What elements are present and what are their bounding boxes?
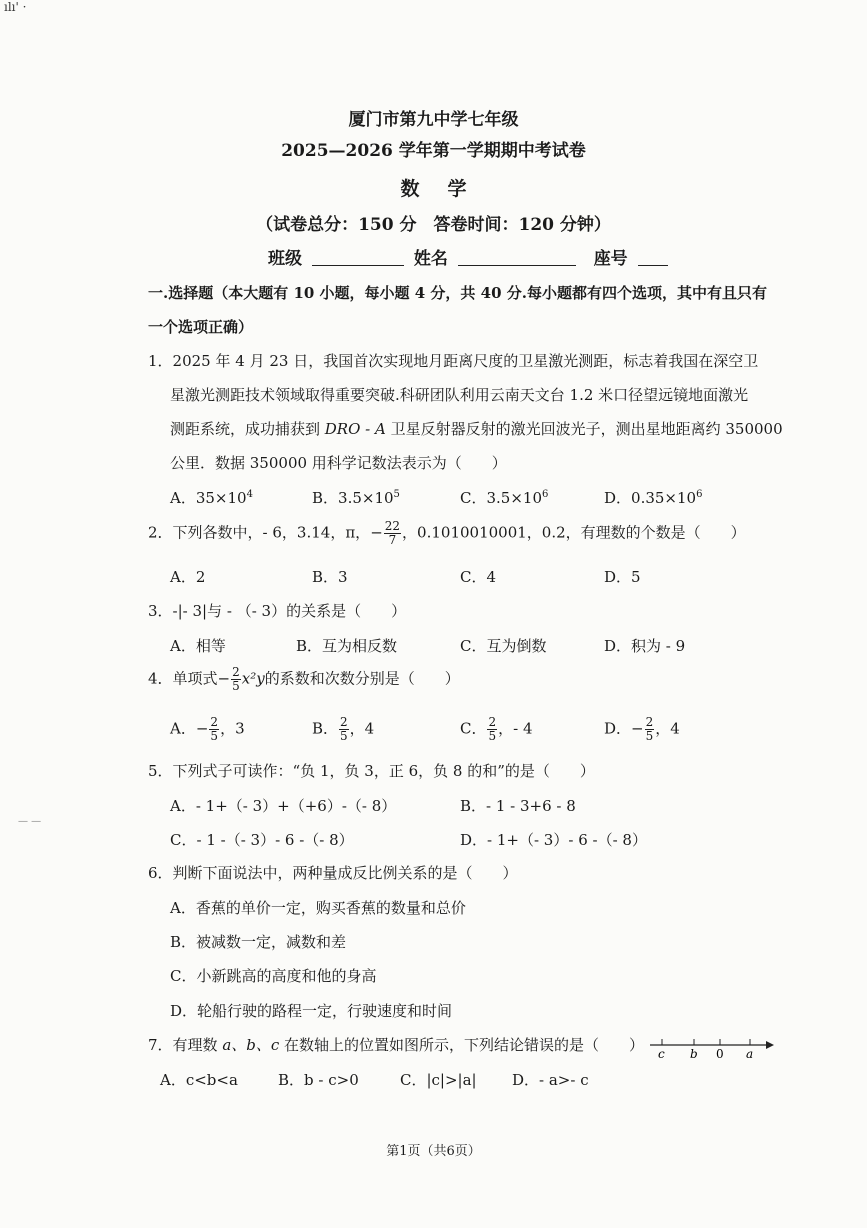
q7-option-b[interactable]: B．b - c>0 bbox=[278, 1071, 359, 1089]
scan-side-mark: — — bbox=[18, 816, 42, 827]
q7-option-a[interactable]: A．c<b<a bbox=[160, 1071, 238, 1089]
school-title: 厦门市第九中学七年级 bbox=[348, 110, 519, 130]
class-blank[interactable] bbox=[312, 251, 404, 266]
q7-stem-text: 在数轴上的位置如图所示，下列结论错误的是（ ） bbox=[279, 1036, 645, 1054]
q5-option-a[interactable]: A．- 1+（- 3）+（+6）-（- 8） bbox=[170, 797, 397, 815]
q7-variables: a、b、c bbox=[222, 1036, 280, 1054]
label-b: b bbox=[690, 1047, 698, 1060]
label-0: 0 bbox=[716, 1047, 724, 1060]
q2-fraction: $\frac{22}{7}$ bbox=[384, 519, 401, 547]
q4-variable: x²y bbox=[241, 669, 265, 688]
seat-blank[interactable] bbox=[638, 251, 668, 266]
q3-option-d[interactable]: D．积为 - 9 bbox=[604, 637, 686, 655]
q1-line3-part: 测距系统，成功捕获到 bbox=[170, 420, 325, 438]
q3-option-b[interactable]: B．互为相反数 bbox=[296, 637, 398, 655]
seat-label: 座号 bbox=[593, 249, 628, 269]
q6-option-d[interactable]: D．轮船行驶的路程一定，行驶速度和时间 bbox=[170, 1002, 453, 1020]
q4-option-a[interactable]: A．− $\frac{2}{5}$ ，3 bbox=[170, 715, 245, 743]
q2-option-d[interactable]: D．5 bbox=[604, 568, 641, 586]
q5-stem: 5．下列式子可读作：“负 1，负 3，正 6，负 8 的和”的是（ ） bbox=[148, 762, 595, 780]
q7-stem bbox=[148, 1034, 644, 1055]
q6-option-b[interactable]: B．被减数一定，减数和差 bbox=[170, 933, 347, 951]
q2-option-b[interactable]: B．3 bbox=[312, 568, 348, 586]
q1-option-a[interactable]: A．$35\times 10^4$ bbox=[170, 489, 253, 507]
q7-number-line bbox=[648, 1030, 778, 1060]
q1-line3 bbox=[170, 418, 783, 439]
q3-option-a[interactable]: A．相等 bbox=[170, 637, 226, 655]
q7-option-d[interactable]: D．- a>- c bbox=[512, 1071, 589, 1089]
exam-term-title: 2025—2026 学年第一学期期中考试卷 bbox=[281, 141, 586, 161]
corner-scan-mark: ılı' · bbox=[4, 0, 27, 14]
label-c: c bbox=[658, 1047, 665, 1060]
q1-line1: 1．2025 年 4 月 23 日，我国首次实现地月距离尺度的卫星激光测距，标志着我国在深空卫 bbox=[148, 352, 759, 370]
q1-option-b[interactable]: B．$3.5\times 10^5$ bbox=[312, 489, 400, 507]
q5-option-c[interactable]: C．- 1 -（- 3）- 6 -（- 8） bbox=[170, 831, 354, 849]
q6-option-c[interactable]: C．小新跳高的高度和他的身高 bbox=[170, 967, 377, 985]
section1-heading-cont: 一个选项正确） bbox=[148, 318, 254, 336]
q6-option-a[interactable]: A．香蕉的单价一定，购买香蕉的数量和总价 bbox=[170, 899, 466, 917]
name-blank[interactable] bbox=[458, 251, 576, 266]
q6-stem: 6．判断下面说法中，两种量成反比例关系的是（ ） bbox=[148, 864, 518, 882]
q2-stem-text: 2．下列各数中，- 6，3.14，π， bbox=[148, 523, 371, 542]
q4-option-b[interactable]: B． $\frac{2}{5}$ ，4 bbox=[312, 715, 375, 743]
q1-option-c[interactable]: C．$3.5\times 10^6$ bbox=[460, 489, 549, 507]
label-a: a bbox=[746, 1047, 754, 1060]
name-label: 姓名 bbox=[413, 249, 448, 269]
class-label: 班级 bbox=[268, 249, 302, 269]
q5-option-d[interactable]: D．- 1+（- 3）- 6 -（- 8） bbox=[460, 831, 647, 849]
q2-minus: − bbox=[370, 523, 383, 542]
q1-option-d[interactable]: D．$0.35\times 10^6$ bbox=[604, 489, 703, 507]
q4-minus: − bbox=[217, 669, 231, 688]
q2-stem-text: ，0.1010010001，0.2，有理数的个数是（ ） bbox=[402, 523, 746, 542]
exam-meta: （试卷总分：150 分 答卷时间：120 分钟） bbox=[256, 215, 611, 235]
q3-stem: 3．-|- 3|与 - （- 3）的关系是（ ） bbox=[148, 602, 407, 620]
q3-option-c[interactable]: C．互为倒数 bbox=[460, 637, 547, 655]
q1-line2: 星激光测距技术领域取得重要突破.科研团队利用云南天文台 1.2 米口径望远镜地面激光 bbox=[170, 386, 749, 404]
q4-stem-text: 的系数和次数分别是（ ） bbox=[264, 669, 460, 688]
page-footer: 第1页（共6页） bbox=[386, 1144, 481, 1159]
q4-option-d[interactable]: D．− $\frac{2}{5}$ ，4 bbox=[604, 715, 680, 743]
q7-stem-text: 7．有理数 bbox=[148, 1036, 223, 1054]
student-info-line bbox=[268, 244, 672, 269]
subject-title: 数学 bbox=[400, 178, 495, 200]
q1-line4: 公里．数据 350000 用科学记数法表示为（ ） bbox=[170, 454, 507, 472]
q2-stem bbox=[148, 520, 746, 547]
q7-option-c[interactable]: C．|c|>|a| bbox=[400, 1071, 477, 1089]
q4-stem bbox=[148, 666, 460, 693]
q5-option-b[interactable]: B．- 1 - 3+6 - 8 bbox=[460, 797, 576, 815]
q4-option-c[interactable]: C． $\frac{2}{5}$ ，- 4 bbox=[460, 715, 533, 743]
q4-fraction: $\frac{2}{5}$ bbox=[232, 665, 240, 693]
axis-arrow-icon bbox=[766, 1041, 774, 1049]
q2-option-c[interactable]: C．4 bbox=[460, 568, 497, 586]
q4-stem-text: 4．单项式 bbox=[148, 669, 218, 688]
q1-satellite-name: DRO - A bbox=[324, 420, 386, 438]
section1-heading: 一.选择题（本大题有 10 小题，每小题 4 分，共 40 分.每小题都有四个选项，其中有且只有 bbox=[148, 284, 767, 302]
q1-line3-part: 卫星反射器反射的激光回波光子，测出星地距离约 350000 bbox=[385, 420, 783, 438]
q2-option-a[interactable]: A．2 bbox=[170, 568, 206, 586]
